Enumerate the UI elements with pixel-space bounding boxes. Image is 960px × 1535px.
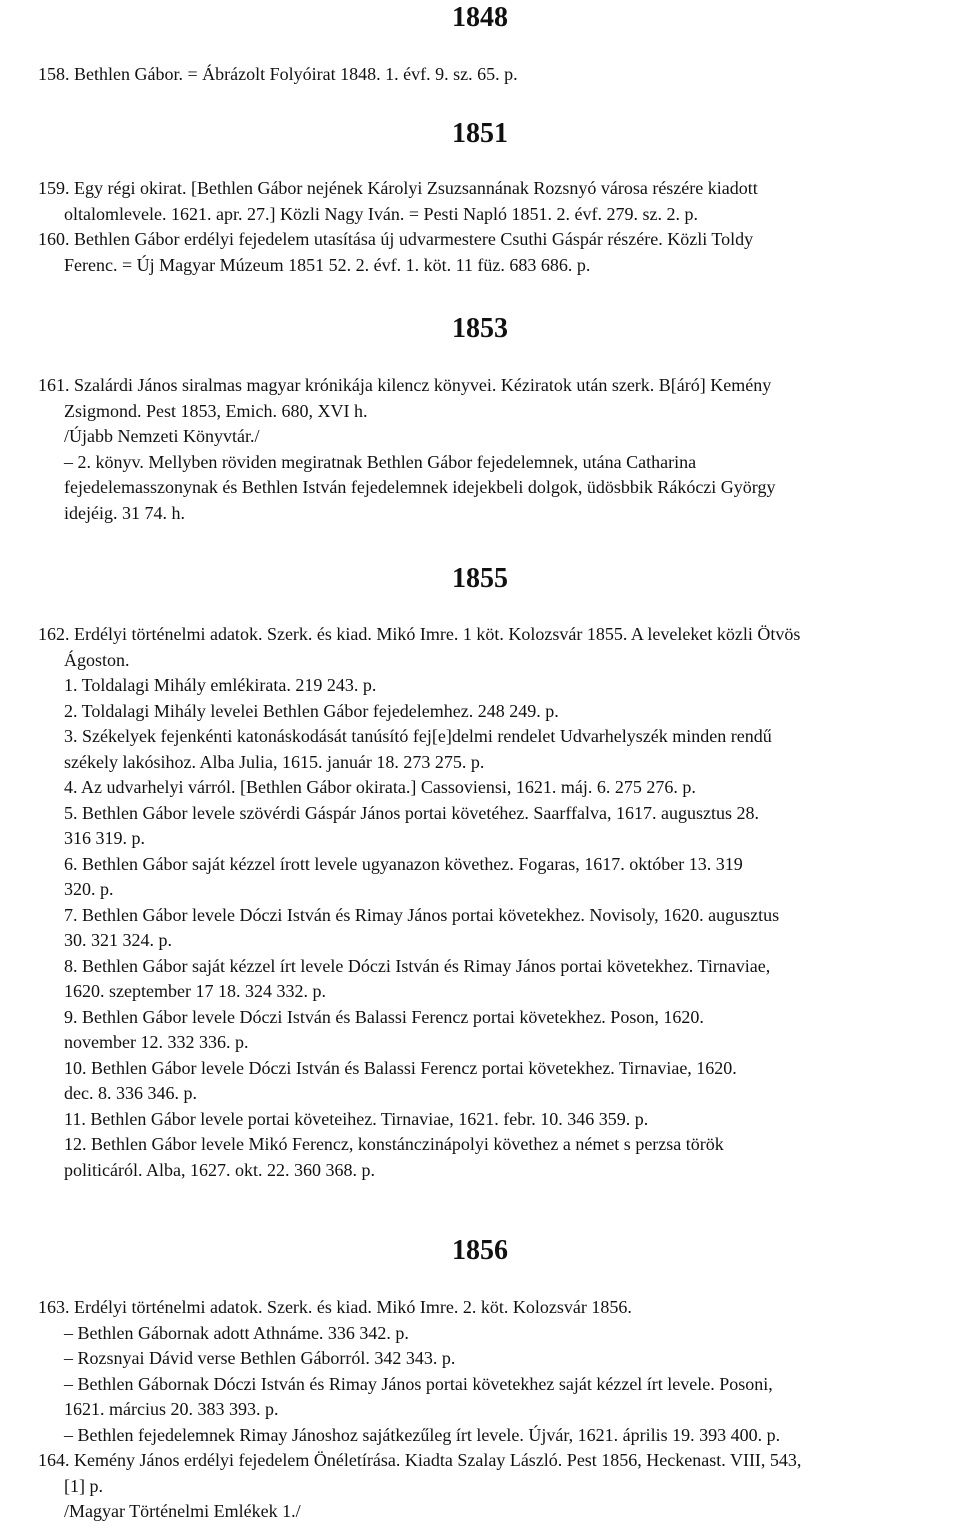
- entry-164-text: [1] p.: [64, 1475, 103, 1496]
- entry-text: Ágoston.: [64, 649, 130, 670]
- list-item: 1621. március 20. 383 393. p.: [64, 1399, 279, 1419]
- entry-text: 158. Bethlen Gábor. = Ábrázolt Folyóirat 1848. 1. évf. 9. sz. 65. p.: [38, 64, 518, 84]
- year-heading: 1851: [452, 118, 508, 149]
- entry-161: [38, 373, 956, 526]
- list-item: 9. Bethlen Gábor levele Dóczi István és Balassi Ferencz portai követekhez. Poson, 1620.: [64, 1006, 704, 1027]
- year-heading: 1856: [452, 1235, 508, 1266]
- entry-text: fejedelemasszonynak és Bethlen István fejedelemnek idejekbeli dolgok, üdösbbik Rákóczi György: [64, 477, 776, 497]
- list-item: 316 319. p.: [64, 828, 145, 848]
- entry-162: [38, 622, 956, 1183]
- entry-text: idejéig. 31 74. h.: [64, 502, 185, 523]
- list-item: – Bethlen Gábornak adott Athnáme. 336 342. p.: [64, 1322, 409, 1343]
- list-item: 6. Bethlen Gábor saját kézzel írott levele ugyanazon követhez. Fogaras, 1617. október 13. 319: [64, 853, 743, 874]
- year-heading: 1853: [452, 313, 508, 344]
- entry-text: oltalomlevele. 1621. apr. 27.] Közli Nagy Iván. = Pesti Napló 1851. 2. évf. 279. sz. 2. p.: [64, 203, 699, 224]
- entry-text: 162. Erdélyi történelmi adatok. Szerk. és kiad. Mikó Imre. 1 köt. Kolozsvár 1855. A leveleket közli Ötvös: [38, 624, 801, 644]
- entry-series: /Újabb Nemzeti Könyvtár./: [64, 426, 260, 446]
- list-item: 4. Az udvarhelyi várról. [Bethlen Gábor okirata.] Cassoviensi, 1621. máj. 6. 275 276. p.: [64, 777, 696, 797]
- list-item: 10. Bethlen Gábor levele Dóczi István és Balassi Ferencz portai követekhez. Tirnaviae, 1620.: [64, 1057, 737, 1078]
- year-heading: 1848: [452, 2, 508, 33]
- list-item: politicáról. Alba, 1627. okt. 22. 360 368. p.: [64, 1159, 375, 1180]
- list-item: 5. Bethlen Gábor levele szövérdi Gáspár János portai követéhez. Saarffalva, 1617. augusztus 28.: [64, 802, 759, 823]
- list-item: 320. p.: [64, 879, 114, 899]
- list-item: székely lakósihoz. Alba Julia, 1615. január 18. 273 275. p.: [64, 751, 485, 772]
- list-item: dec. 8. 336 346. p.: [64, 1083, 197, 1103]
- entry-160-text: 160. Bethlen Gábor erdélyi fejedelem utasítása új udvarmestere Csuthi Gáspár részére. Közli Toldy: [38, 229, 754, 249]
- list-item: 30. 321 324. p.: [64, 930, 172, 950]
- entry-text: Zsigmond. Pest 1853, Emich. 680, XVI h.: [64, 400, 368, 421]
- entry-158: [38, 62, 956, 88]
- list-item: – Bethlen Gábornak Dóczi István és Rimay János portai követekhez saját kézzel írt levele. Posoni,: [64, 1373, 773, 1394]
- entry-text: 159. Egy régi okirat. [Bethlen Gábor nejének Károlyi Zsuzsannának Rozsnyó városa részére kiadott: [38, 178, 758, 198]
- list-item: 12. Bethlen Gábor levele Mikó Ferencz, konstánczinápolyi követhez a német s perzsa török: [64, 1134, 724, 1154]
- entry-text: 163. Erdélyi történelmi adatok. Szerk. és kiad. Mikó Imre. 2. köt. Kolozsvár 1856.: [38, 1297, 632, 1317]
- list-item: november 12. 332 336. p.: [64, 1032, 249, 1052]
- entry-159: [38, 176, 956, 278]
- list-item: 1. Toldalagi Mihály emlékirata. 219 243. p.: [64, 675, 377, 695]
- list-item: 1620. szeptember 17 18. 324 332. p.: [64, 981, 326, 1001]
- entry-160-text: Ferenc. = Új Magyar Múzeum 1851 52. 2. évf. 1. köt. 11 füz. 683 686. p.: [64, 254, 591, 275]
- list-item: 7. Bethlen Gábor levele Dóczi István és Rimay János portai követekhez. Novisoly, 1620. augusztus: [64, 904, 780, 925]
- entry-text: 161. Szalárdi János siralmas magyar krónikája kilencz könyvei. Kéziratok után szerk. B[áró] Kemény: [38, 375, 772, 395]
- year-heading: 1855: [452, 563, 508, 594]
- list-item: 8. Bethlen Gábor saját kézzel írt levele Dóczi István és Rimay János portai követekhez. Tirnaviae,: [64, 955, 771, 976]
- entry-163: [38, 1295, 956, 1525]
- list-item: 2. Toldalagi Mihály levelei Bethlen Gábor fejedelemhez. 248 249. p.: [64, 700, 559, 721]
- list-item: 3. Székelyek fejenkénti katonáskodását tanúsító fej[e]delmi rendelet Udvarhelyszék minden rendű: [64, 726, 772, 746]
- entry-164-text: 164. Kemény János erdélyi fejedelem Önéletírása. Kiadta Szalay László. Pest 1856, Heckenast. VIII, 543,: [38, 1450, 802, 1470]
- entry-164-series: /Magyar Történelmi Emlékek 1./: [64, 1501, 301, 1521]
- list-item: – Rozsnyai Dávid verse Bethlen Gáborról. 342 343. p.: [64, 1348, 456, 1368]
- entry-text: – 2. könyv. Mellyben röviden megiratnak Bethlen Gábor fejedelemnek, utána Catharina: [64, 451, 697, 472]
- list-item: – Bethlen fejedelemnek Rimay Jánoshoz sajátkezűleg írt levele. Újvár, 1621. április 19. 393 400. p.: [64, 1424, 781, 1445]
- list-item: 11. Bethlen Gábor levele portai követeihez. Tirnaviae, 1621. febr. 10. 346 359. p.: [64, 1108, 649, 1129]
